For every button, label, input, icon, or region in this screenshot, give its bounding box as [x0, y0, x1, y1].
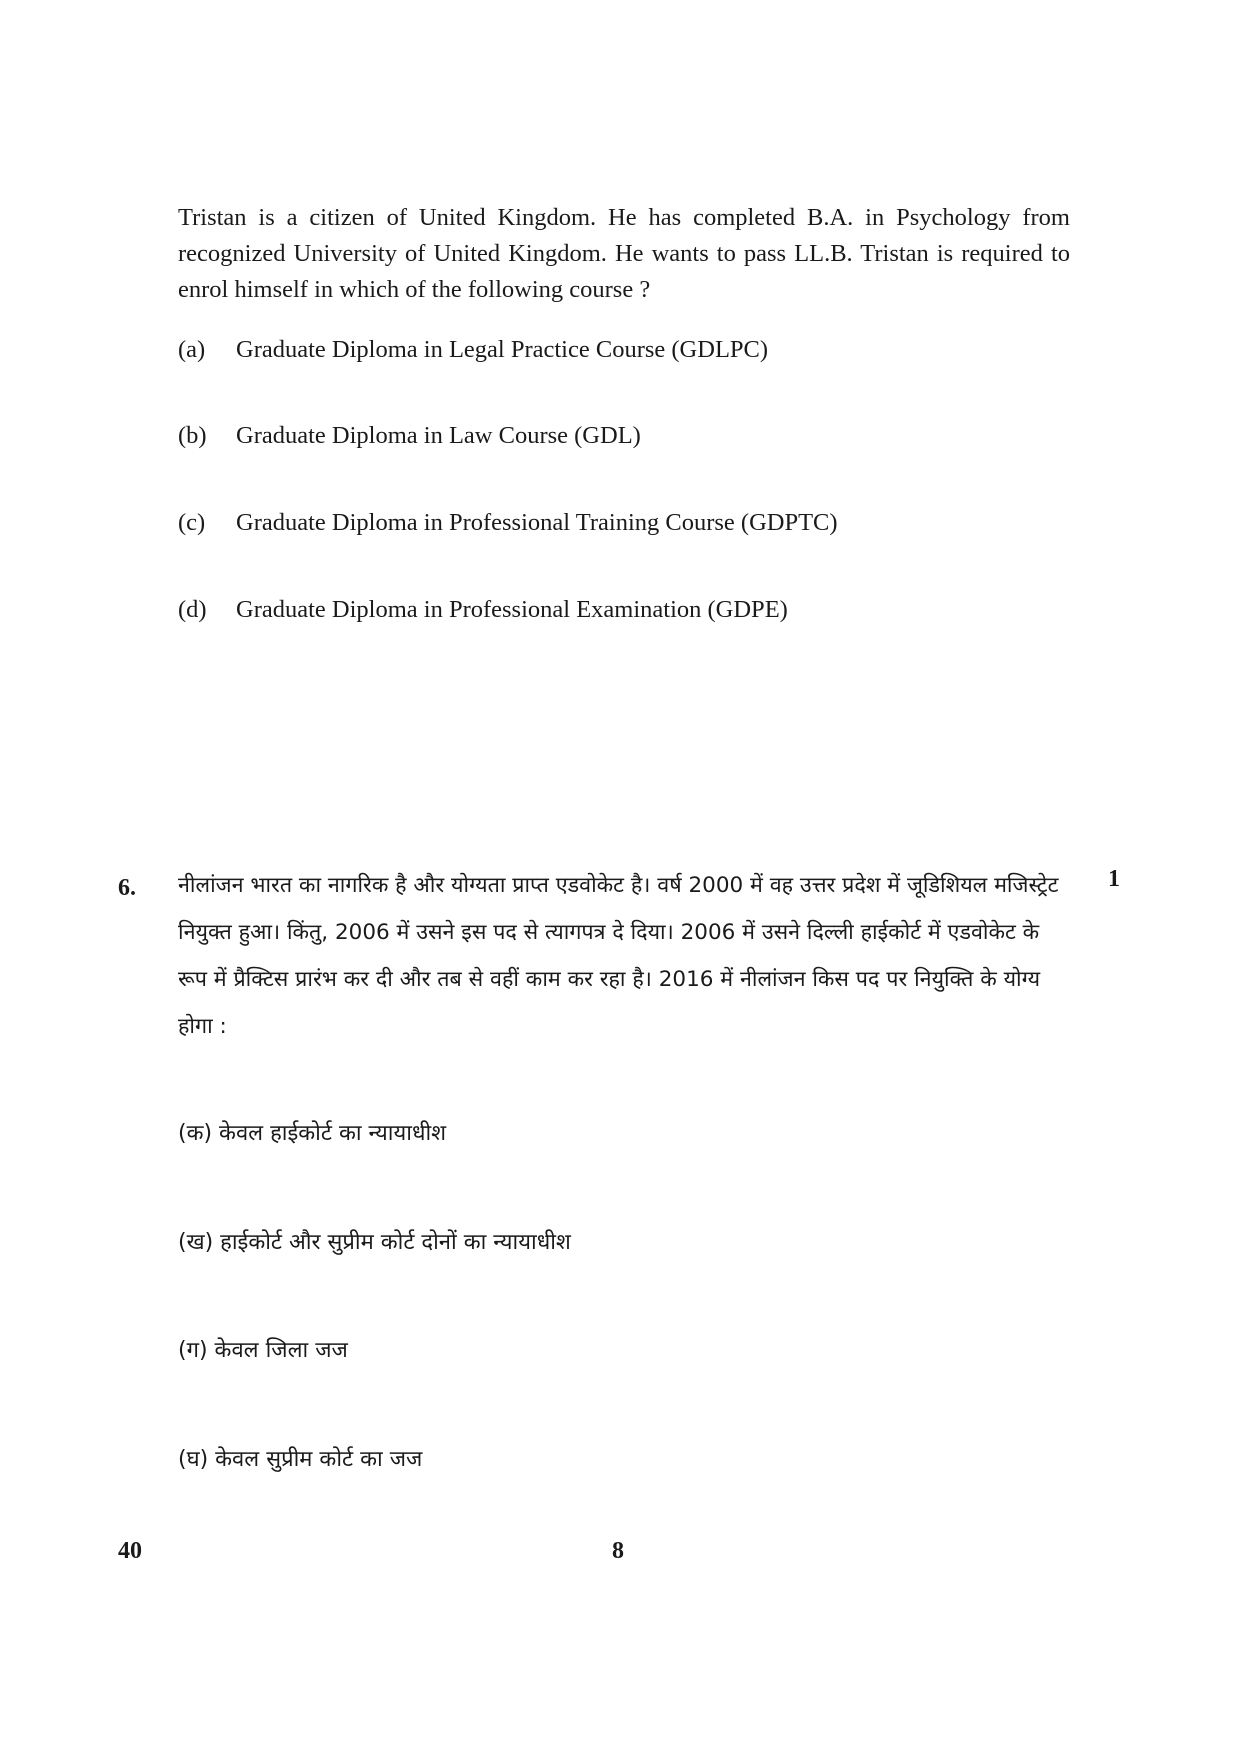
option-gha: (घ) केवल सुप्रीम कोर्ट का जज [178, 1447, 423, 1472]
page-number: 8 [612, 1538, 624, 1564]
question-5-stem: Tristan is a citizen of United Kingdom. He has completed B.A. in Psychology from recognized University of United Kingdom. He wants to pass LL.B. Tristan is required to enrol himself in which of the following course ? [178, 204, 1070, 303]
option-kha: (ख) हाईकोर्ट और सुप्रीम कोर्ट दोनों का न्यायाधीश [178, 1230, 571, 1255]
option-c-label: (c) [178, 509, 206, 536]
question-6-number: 6. [118, 875, 136, 901]
option-c-text: Graduate Diploma in Professional Training Course (GDPTC) [236, 509, 838, 536]
option-a-label: (a) [178, 336, 206, 363]
question-5-text [178, 200, 1070, 308]
option-d [178, 595, 788, 625]
option-b-label: (b) [178, 422, 207, 449]
option-ka: (क) केवल हाईकोर्ट का न्यायाधीश [178, 1121, 447, 1146]
option-d-text: Graduate Diploma in Professional Examination (GDPE) [236, 596, 788, 623]
question-6-marks: 1 [1108, 866, 1120, 892]
option-b-text: Graduate Diploma in Law Course (GDL) [236, 422, 641, 449]
question-6-text [178, 862, 1068, 1050]
option-c [178, 508, 838, 538]
option-d-label: (d) [178, 596, 207, 623]
option-a [178, 335, 768, 365]
option-a-text: Graduate Diploma in Legal Practice Course (GDLPC) [236, 336, 769, 363]
option-b [178, 421, 641, 451]
option-ga: (ग) केवल जिला जज [178, 1338, 348, 1363]
question-6-stem: नीलांजन भारत का नागरिक है और योग्यता प्राप्त एडवोकेट है। वर्ष 2000 में वह उत्तर प्रदेश में जूडिशियल मजिस्ट्रेट नियुक्त हुआ। किंतु, 2006 में उसने इस पद से त्यागपत्र दे दिया। 2006 में उसने दिल्ली हाईकोर्ट में एडवोकेट के रूप में प्रैक्टिस प्रारंभ कर दी और तब से वहीं काम कर रहा है। 2016 में नीलांजन किस पद पर नियुक्ति के योग्य होगा : [178, 873, 1059, 1039]
booklet-code: 40 [118, 1538, 142, 1564]
